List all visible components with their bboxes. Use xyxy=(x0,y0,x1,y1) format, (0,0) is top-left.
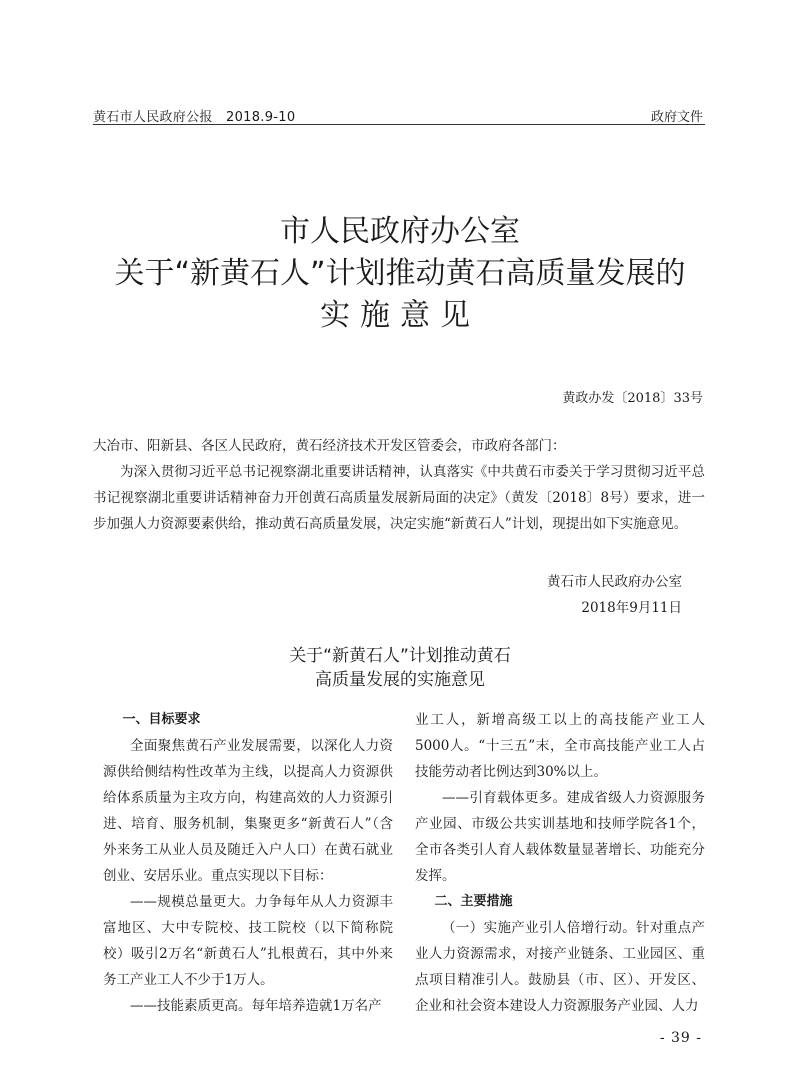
signature-org: 黄石市人民政府办公室 xyxy=(547,574,682,590)
body-paragraph: ——技能素质更高。每年培养造就1万名产 xyxy=(130,998,382,1014)
document-number: 黄政办发〔2018〕33号 xyxy=(562,391,703,406)
title-line-3: 实施意见 xyxy=(320,298,480,333)
header-section: 政府文件 xyxy=(650,110,703,125)
body-paragraph: 全面聚焦黄石产业发展需要，以深化人力资源供给侧结构性改革为主线，以提高人力资源供给体系质量为主攻方向，构建高效的人力资源引进、培育、服务机制，集聚更多“新黄石人”（含外来务工从业人员及随迁入户人口）在黄石就业创业、安居乐业。重点实现以下目标： xyxy=(103,738,393,884)
title-line-1: 市人民政府办公室 xyxy=(280,214,520,249)
intro-paragraph: 为深入贯彻习近平总书记视察湖北重要讲话精神，认真落实《中共黄石市委关于学习贯彻习近平总书记视察湖北重要讲话精神奋力开创黄石高质量发展新局面的决定》（黄发〔2018〕8号）要求，进一步加强人力资源要素供给，推动黄石高质量发展，决定实施“新黄石人”计划，现提出如下实施意见。 xyxy=(93,464,705,532)
section-heading: 二、主要措施 xyxy=(434,894,513,909)
body-column-left xyxy=(103,707,393,1019)
section-heading: 一、目标要求 xyxy=(122,712,201,727)
page-number: - 39 - xyxy=(659,1030,702,1046)
header-publication: 黄石市人民政府公报 2018.9-10 xyxy=(93,110,296,125)
body-paragraph-continued: 业工人，新增高级工以上的高技能产业工人5000人。“十三五”末，全市高技能产业工人占技能劳动者比例达到30%以上。 xyxy=(415,712,705,780)
addressee: 大冶市、阳新县、各区人民政府，黄石经济技术开发区管委会，市政府各部门： xyxy=(93,438,566,454)
subtitle-line-1: 关于“新黄石人”计划推动黄石 xyxy=(289,646,511,666)
body-paragraph: （一）实施产业引人倍增行动。针对重点产业人力资源需求，对接产业链条、工业园区、重点项目精准引人。鼓励县（市、区）、开发区、企业和社会资本建设人力资源服务产业园、人力 xyxy=(415,920,705,1014)
signature-date: 2018年9月11日 xyxy=(581,600,682,616)
body-paragraph: ——规模总量更大。力争每年从人力资源丰富地区、大中专院校、技工院校（以下简称院校）吸引2万名“新黄石人”扎根黄石，其中外来务工产业工人不少于1万人。 xyxy=(103,894,393,988)
body-paragraph: ——引育载体更多。建成省级人力资源服务产业园、市级公共实训基地和技师学院各1个，全市各类引人育人载体数量显著增长、功能充分发挥。 xyxy=(415,790,705,884)
subtitle-line-2: 高质量发展的实施意见 xyxy=(315,670,485,690)
title-line-2: 关于“新黄石人”计划推动黄石高质量发展的 xyxy=(114,256,686,291)
header-divider xyxy=(93,124,705,125)
body-column-right xyxy=(415,707,705,1019)
